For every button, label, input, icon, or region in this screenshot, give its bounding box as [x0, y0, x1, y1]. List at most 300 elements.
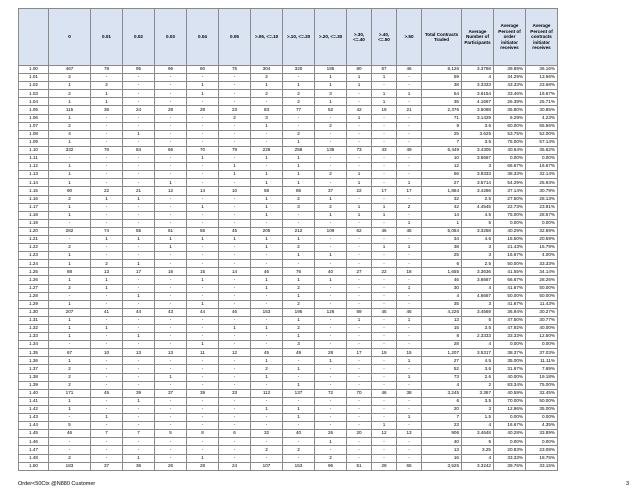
- table-cell: -: [347, 300, 372, 308]
- table-cell: 0.00%: [526, 219, 558, 227]
- table-cell: -: [91, 138, 123, 146]
- table-row: [19, 316, 558, 324]
- table-cell: 2: [283, 195, 315, 203]
- table-cell: -: [372, 341, 397, 349]
- table-cell: 35.00%: [494, 357, 526, 365]
- table-cell: 1,864: [422, 187, 462, 195]
- table-cell: 2: [91, 260, 123, 268]
- table-cell: 33.33%: [494, 454, 526, 462]
- table-row: [19, 405, 558, 413]
- table-cell: 7: [422, 138, 462, 146]
- table-cell: 1: [251, 405, 283, 413]
- table-cell: 40.29%: [494, 227, 526, 235]
- table-cell: 2: [315, 203, 347, 211]
- table-cell: -: [372, 284, 397, 292]
- table-cell: 88: [49, 268, 91, 276]
- table-row: [19, 171, 558, 179]
- table-row: [19, 130, 558, 138]
- table-cell: -: [315, 300, 347, 308]
- table-row: [19, 187, 558, 195]
- table-cell: 22: [347, 187, 372, 195]
- table-row: [19, 341, 558, 349]
- table-cell: -: [397, 122, 422, 130]
- table-cell: -: [347, 219, 372, 227]
- table-cell: -: [251, 138, 283, 146]
- table-cell: -: [347, 235, 372, 243]
- table-cell: -: [251, 219, 283, 227]
- table-cell: -: [155, 454, 187, 462]
- table-cell: -: [251, 163, 283, 171]
- table-cell: -: [123, 357, 155, 365]
- column-header: >.30, <=.40: [347, 9, 372, 66]
- row-label: 1.50: [19, 462, 49, 470]
- table-cell: 11: [187, 349, 219, 357]
- table-cell: 28: [422, 341, 462, 349]
- table-cell: 35: [422, 98, 462, 106]
- table-cell: 56: [422, 171, 462, 179]
- table-cell: -: [155, 155, 187, 163]
- table-cell: -: [123, 203, 155, 211]
- row-label: 1.41: [19, 397, 49, 405]
- row-label: 1.36: [19, 357, 49, 365]
- table-cell: -: [315, 292, 347, 300]
- table-row: [19, 292, 558, 300]
- table-cell: -: [219, 316, 251, 324]
- row-label: 1.18: [19, 211, 49, 219]
- table-cell: -: [187, 422, 219, 430]
- table-cell: 1: [347, 203, 372, 211]
- table-cell: 1: [315, 276, 347, 284]
- table-cell: 70: [187, 146, 219, 154]
- table-cell: -: [372, 179, 397, 187]
- table-cell: -: [187, 195, 219, 203]
- table-cell: -: [315, 333, 347, 341]
- table-cell: 3.5317: [462, 349, 494, 357]
- table-cell: 2: [49, 381, 91, 389]
- table-cell: 39.76%: [494, 462, 526, 470]
- table-cell: 12: [155, 187, 187, 195]
- row-label: 1.02: [19, 82, 49, 90]
- table-cell: 1: [91, 235, 123, 243]
- table-cell: -: [219, 82, 251, 90]
- table-row: [19, 122, 558, 130]
- table-cell: 1: [91, 284, 123, 292]
- table-cell: 30.77%: [526, 316, 558, 324]
- table-cell: 24: [123, 106, 155, 114]
- table-cell: 3.4648: [462, 430, 494, 438]
- table-cell: -: [187, 74, 219, 82]
- table-cell: -: [187, 446, 219, 454]
- table-cell: 34.29%: [494, 74, 526, 82]
- table-cell: -: [315, 179, 347, 187]
- table-cell: 34: [422, 235, 462, 243]
- table-cell: -: [155, 138, 187, 146]
- table-cell: 9.29%: [494, 114, 526, 122]
- table-cell: 62: [347, 227, 372, 235]
- table-cell: 35.62%: [526, 146, 558, 154]
- table-cell: -: [397, 155, 422, 163]
- table-cell: -: [397, 260, 422, 268]
- table-cell: 74: [91, 227, 123, 235]
- table-cell: 76: [91, 146, 123, 154]
- table-cell: 26.39%: [494, 98, 526, 106]
- table-cell: 22.73%: [494, 203, 526, 211]
- table-cell: 1: [422, 219, 462, 227]
- table-cell: 10: [219, 187, 251, 195]
- table-cell: -: [123, 438, 155, 446]
- row-label: 1.30: [19, 308, 49, 316]
- table-cell: -: [123, 325, 155, 333]
- table-cell: -: [187, 114, 219, 122]
- table-cell: 39.89%: [494, 66, 526, 74]
- table-row: [19, 138, 558, 146]
- table-cell: 1: [283, 163, 315, 171]
- table-cell: 2: [283, 300, 315, 308]
- table-cell: 1: [49, 171, 91, 179]
- table-cell: -: [155, 171, 187, 179]
- row-label: 1.44: [19, 422, 49, 430]
- table-cell: -: [283, 397, 315, 405]
- table-cell: -: [315, 130, 347, 138]
- table-cell: 12.96%: [494, 405, 526, 413]
- footer-label: Order<50Ctx @N880 Customer: [18, 481, 96, 487]
- table-cell: -: [91, 155, 123, 163]
- table-cell: -: [315, 414, 347, 422]
- row-label: 1.42: [19, 405, 49, 413]
- row-label: 1.15: [19, 187, 49, 195]
- table-cell: 1,655: [422, 268, 462, 276]
- table-cell: 35.80%: [494, 106, 526, 114]
- table-cell: 10: [91, 349, 123, 357]
- table-cell: 13: [91, 268, 123, 276]
- table-cell: -: [283, 373, 315, 381]
- table-cell: 3.25: [462, 446, 494, 454]
- table-cell: -: [283, 219, 315, 227]
- table-cell: 1: [49, 276, 91, 284]
- table-cell: -: [187, 244, 219, 252]
- table-cell: -: [123, 373, 155, 381]
- table-cell: 1: [219, 325, 251, 333]
- table-cell: -: [315, 405, 347, 413]
- table-cell: -: [91, 163, 123, 171]
- table-cell: -: [91, 122, 123, 130]
- table-cell: -: [187, 163, 219, 171]
- table-cell: 75.00%: [526, 381, 558, 389]
- table-cell: 70: [347, 389, 372, 397]
- table-cell: -: [187, 438, 219, 446]
- table-cell: 6: [422, 397, 462, 405]
- table-row: [19, 98, 558, 106]
- table-cell: 1: [283, 333, 315, 341]
- table-cell: 3.5: [462, 138, 494, 146]
- table-cell: 90: [49, 187, 91, 195]
- table-cell: -: [347, 357, 372, 365]
- table-cell: 56: [187, 227, 219, 235]
- table-cell: -: [372, 235, 397, 243]
- table-cell: -: [372, 219, 397, 227]
- table-cell: 1: [347, 179, 372, 187]
- table-cell: 1: [49, 357, 91, 365]
- table-cell: -: [155, 446, 187, 454]
- table-cell: 3.367: [462, 389, 494, 397]
- table-cell: -: [251, 300, 283, 308]
- column-header: >.05, <=.10: [251, 9, 283, 66]
- table-cell: -: [155, 260, 187, 268]
- table-cell: 3: [462, 300, 494, 308]
- table-body: [19, 66, 558, 471]
- table-cell: 1,207: [422, 349, 462, 357]
- row-label: 1.10: [19, 146, 49, 154]
- table-cell: 1: [283, 82, 315, 90]
- table-cell: 23: [219, 106, 251, 114]
- table-cell: 46: [372, 227, 397, 235]
- table-cell: -: [397, 454, 422, 462]
- table-cell: -: [397, 82, 422, 90]
- table-cell: 66.67%: [494, 163, 526, 171]
- table-cell: -: [251, 252, 283, 260]
- table-cell: -: [219, 74, 251, 82]
- table-cell: -: [219, 422, 251, 430]
- row-label: 1.33: [19, 333, 49, 341]
- table-cell: -: [283, 122, 315, 130]
- table-cell: 1: [283, 292, 315, 300]
- table-cell: -: [315, 446, 347, 454]
- table-cell: 83.34%: [494, 381, 526, 389]
- table-cell: 1: [219, 235, 251, 243]
- table-cell: -: [372, 130, 397, 138]
- table-cell: -: [283, 211, 315, 219]
- table-cell: 1: [251, 284, 283, 292]
- table-cell: -: [123, 405, 155, 413]
- table-cell: -: [187, 397, 219, 405]
- table-cell: -: [123, 244, 155, 252]
- table-cell: 43: [155, 308, 187, 316]
- table-cell: 49: [397, 146, 422, 154]
- table-cell: 53.75%: [494, 130, 526, 138]
- table-cell: -: [155, 300, 187, 308]
- table-cell: -: [123, 422, 155, 430]
- table-cell: 2: [251, 365, 283, 373]
- table-cell: 112: [251, 389, 283, 397]
- table-cell: 3,245: [422, 389, 462, 397]
- table-cell: -: [347, 405, 372, 413]
- table-cell: 28: [155, 106, 187, 114]
- table-cell: 13: [397, 430, 422, 438]
- row-label: 1.11: [19, 155, 49, 163]
- table-cell: -: [397, 276, 422, 284]
- table-cell: 1: [91, 98, 123, 106]
- table-cell: 58: [251, 187, 283, 195]
- table-cell: -: [219, 333, 251, 341]
- table-cell: 2,376: [422, 106, 462, 114]
- table-cell: -: [347, 414, 372, 422]
- table-cell: -: [251, 98, 283, 106]
- table-cell: 8: [422, 333, 462, 341]
- table-cell: 4: [49, 130, 91, 138]
- table-cell: -: [187, 333, 219, 341]
- table-cell: -: [219, 219, 251, 227]
- table-cell: -: [315, 155, 347, 163]
- table-cell: 1: [251, 203, 283, 211]
- table-cell: 1: [251, 179, 283, 187]
- table-cell: 18.75%: [526, 454, 558, 462]
- table-cell: 2.3333: [462, 333, 494, 341]
- table-cell: -: [315, 284, 347, 292]
- table-cell: -: [187, 130, 219, 138]
- table-cell: 1: [49, 211, 91, 219]
- table-cell: 1: [123, 333, 155, 341]
- table-cell: 1: [283, 171, 315, 179]
- table-cell: 8,126: [422, 66, 462, 74]
- table-cell: 50.00%: [494, 260, 526, 268]
- table-cell: 17: [347, 349, 372, 357]
- table-cell: 3.6: [462, 122, 494, 130]
- table-cell: -: [372, 333, 397, 341]
- table-cell: 3,525: [422, 462, 462, 470]
- table-cell: -: [397, 438, 422, 446]
- table-cell: 0.00%: [494, 341, 526, 349]
- table-cell: -: [219, 405, 251, 413]
- table-cell: 1: [251, 82, 283, 90]
- table-cell: 70.00%: [494, 397, 526, 405]
- table-cell: 1: [251, 155, 283, 163]
- table-cell: -: [91, 300, 123, 308]
- table-cell: -: [315, 260, 347, 268]
- table-cell: -: [123, 90, 155, 98]
- table-cell: -: [219, 341, 251, 349]
- row-label: 1.23: [19, 252, 49, 260]
- table-cell: 1: [397, 90, 422, 98]
- table-cell: -: [123, 171, 155, 179]
- table-cell: 3: [251, 114, 283, 122]
- table-cell: -: [187, 284, 219, 292]
- table-cell: -: [347, 90, 372, 98]
- table-cell: -: [123, 414, 155, 422]
- table-cell: -: [219, 179, 251, 187]
- table-cell: -: [347, 381, 372, 389]
- table-cell: 1: [347, 114, 372, 122]
- table-cell: 80: [187, 66, 219, 74]
- table-cell: 50.00%: [526, 397, 558, 405]
- column-header: 0: [49, 9, 91, 66]
- table-cell: -: [347, 438, 372, 446]
- table-cell: 31.67%: [494, 365, 526, 373]
- table-cell: 1: [123, 130, 155, 138]
- table-cell: -: [397, 446, 422, 454]
- table-cell: 2: [49, 90, 91, 98]
- table-cell: 46: [372, 389, 397, 397]
- table-cell: -: [155, 163, 187, 171]
- table-cell: -: [219, 438, 251, 446]
- table-row: [19, 211, 558, 219]
- table-row: [19, 146, 558, 154]
- table-cell: -: [219, 203, 251, 211]
- table-cell: -: [219, 397, 251, 405]
- table-cell: 4.35%: [526, 422, 558, 430]
- table-cell: 35.00%: [526, 405, 558, 413]
- table-cell: -: [347, 98, 372, 106]
- table-cell: 37: [91, 462, 123, 470]
- table-cell: -: [123, 122, 155, 130]
- table-cell: -: [219, 414, 251, 422]
- table-cell: 4.23%: [526, 114, 558, 122]
- table-cell: -: [219, 381, 251, 389]
- table-cell: -: [155, 219, 187, 227]
- table-cell: -: [91, 454, 123, 462]
- table-cell: 1: [155, 179, 187, 187]
- table-cell: -: [397, 138, 422, 146]
- table-cell: -: [372, 292, 397, 300]
- table-cell: -: [372, 325, 397, 333]
- table-cell: 28.57%: [526, 211, 558, 219]
- table-cell: -: [49, 292, 91, 300]
- row-label: 1.32: [19, 325, 49, 333]
- table-cell: -: [219, 373, 251, 381]
- table-cell: 3.6667: [462, 276, 494, 284]
- table-cell: 71: [422, 114, 462, 122]
- table-cell: 258: [283, 146, 315, 154]
- table-cell: 3.4286: [462, 187, 494, 195]
- table-cell: 2: [283, 244, 315, 252]
- page-number: 3: [626, 481, 630, 487]
- table-cell: 3: [315, 90, 347, 98]
- table-cell: 27: [347, 268, 372, 276]
- table-cell: -: [315, 397, 347, 405]
- table-cell: 13: [422, 446, 462, 454]
- table-cell: 2.5: [462, 260, 494, 268]
- table-cell: -: [91, 365, 123, 373]
- table-cell: -: [49, 155, 91, 163]
- row-label: 1.16: [19, 195, 49, 203]
- table-cell: 906: [422, 430, 462, 438]
- table-cell: 1: [123, 292, 155, 300]
- table-cell: 66: [155, 146, 187, 154]
- table-cell: -: [397, 292, 422, 300]
- table-cell: 1: [49, 325, 91, 333]
- table-cell: -: [397, 397, 422, 405]
- data-table: [18, 8, 558, 471]
- table-cell: 2: [315, 171, 347, 179]
- table-cell: 47.50%: [494, 316, 526, 324]
- table-cell: 2: [283, 325, 315, 333]
- table-cell: -: [372, 138, 397, 146]
- table-cell: 75.00%: [494, 138, 526, 146]
- table-row: [19, 260, 558, 268]
- table-cell: 153: [251, 308, 283, 316]
- table-cell: 0.00%: [494, 219, 526, 227]
- table-cell: 1: [155, 235, 187, 243]
- table-row: [19, 66, 558, 74]
- table-cell: -: [397, 252, 422, 260]
- table-cell: 1: [372, 422, 397, 430]
- table-row: [19, 106, 558, 114]
- table-cell: -: [219, 365, 251, 373]
- table-cell: -: [283, 438, 315, 446]
- table-row: [19, 373, 558, 381]
- table-cell: 1: [187, 276, 219, 284]
- table-cell: 1: [49, 114, 91, 122]
- table-cell: -: [347, 252, 372, 260]
- table-cell: 3.4569: [462, 308, 494, 316]
- table-cell: -: [91, 397, 123, 405]
- table-cell: 4.6: [462, 235, 494, 243]
- table-row: [19, 389, 558, 397]
- table-cell: 55.56%: [526, 122, 558, 130]
- table-cell: -: [251, 260, 283, 268]
- table-cell: 12.50%: [526, 333, 558, 341]
- table-cell: 1: [219, 171, 251, 179]
- table-cell: -: [123, 365, 155, 373]
